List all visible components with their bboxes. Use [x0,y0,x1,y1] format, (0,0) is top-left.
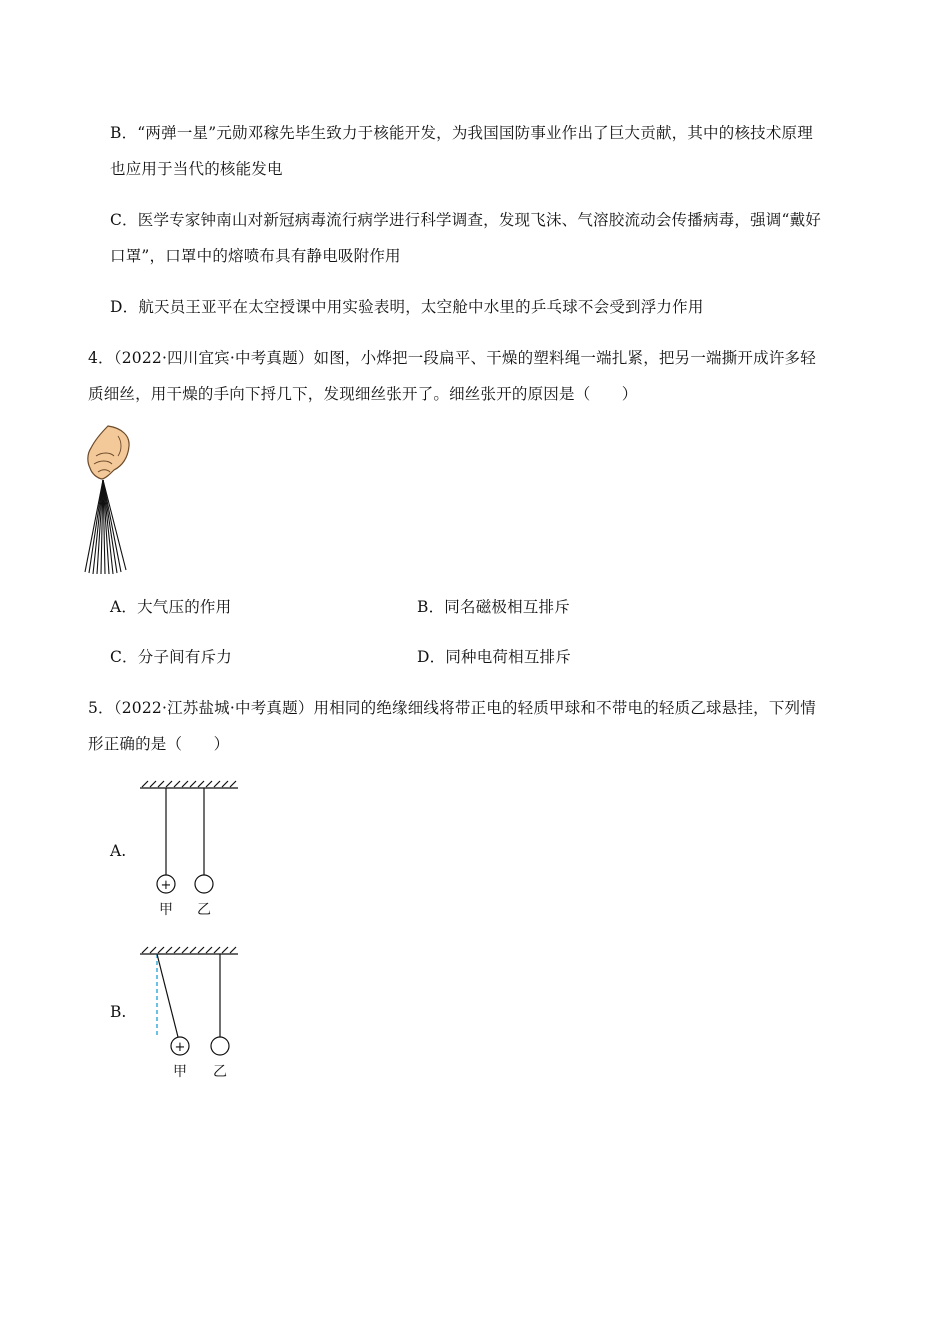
plus-sign: + [160,878,172,893]
q5-option-a-label: A. [110,842,127,860]
q4-option-d: D．同种电荷相互排斥 [417,648,571,666]
ceiling-support [140,947,238,954]
hand-icon [88,426,129,479]
ball-yi-neutral [211,1037,229,1055]
q4-option-c: C．分子间有斥力 [110,648,232,666]
q3-option-c-line2: 口罩”，口罩中的熔喷布具有静电吸附作用 [110,247,401,265]
plus-sign: + [174,1040,186,1055]
q4-option-a: A．大气压的作用 [110,598,232,616]
ball-jia-label: 甲 [173,1064,187,1080]
q3-option-b-line1: B．“两弹一星”元勋邓稼先毕生致力于核能开发，为我国国防事业作出了巨大贡献，其中的核技术原理 [110,124,813,142]
ball-yi-neutral [195,875,213,893]
ball-jia-label: 甲 [159,902,173,918]
q5-option-b-figure [136,940,242,1085]
q5-stem-line2: 形正确的是（ ） [88,735,230,753]
q4-stem-line1: 4．（2022·四川宜宾·中考真题）如图，小烨把一段扁平、干燥的塑料绳一端扎紧，把另一端撕开成许多轻 [88,349,816,367]
q4-option-b: B．同名磁极相互排斥 [417,598,570,616]
ball-yi-label: 乙 [213,1064,227,1080]
q5-option-a-figure [136,780,242,920]
q4-stem-line2: 质细丝，用干燥的手向下捋几下，发现细丝张开了。细丝张开的原因是（ ） [88,385,638,403]
hand-fibers-figure [82,422,134,578]
ball-yi-label: 乙 [197,902,211,918]
q3-option-c-line1: C．医学专家钟南山对新冠病毒流行病学进行科学调查，发现飞沫、气溶胶流动会传播病毒，强调“戴好 [110,211,821,229]
q3-option-b-line2: 也应用于当代的核能发电 [110,160,283,178]
string-jia [157,954,178,1037]
ceiling-support [140,781,238,788]
q5-stem-line1: 5．（2022·江苏盐城·中考真题）用相同的绝缘细线将带正电的轻质甲球和不带电的轻质乙球悬挂，下列情 [88,699,816,717]
q3-option-d: D．航天员王亚平在太空授课中用实验表明，太空舱中水里的乒乓球不会受到浮力作用 [110,298,704,316]
q5-option-b-label: B. [110,1003,127,1021]
fiber-strands [85,480,126,574]
